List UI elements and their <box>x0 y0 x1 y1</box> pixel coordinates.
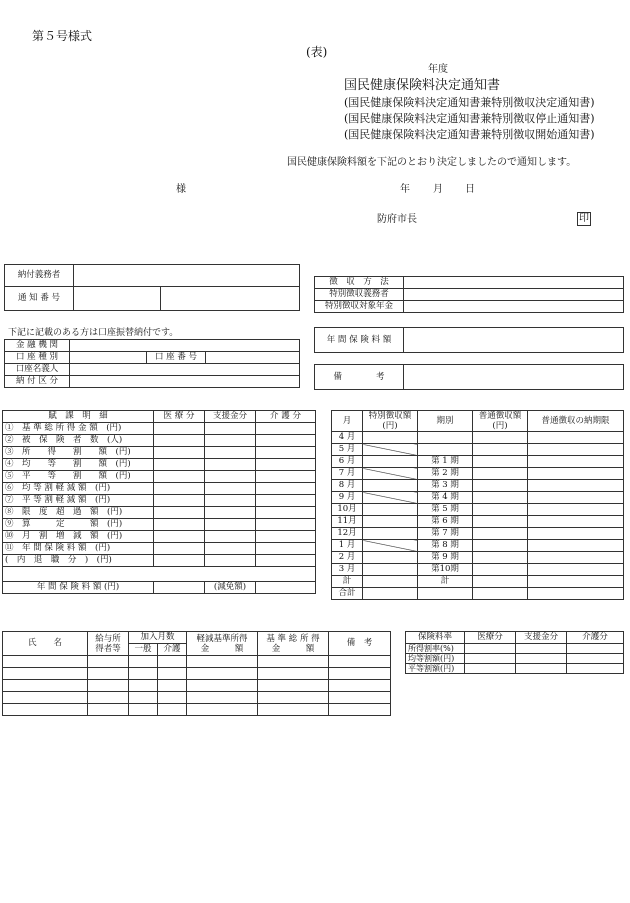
assessment-cell[interactable] <box>256 447 316 459</box>
schedule-row <box>332 564 624 576</box>
assessment-row-label: ⑪ 年 間 保 険 料 額 (円) <box>3 543 154 555</box>
assessment-row <box>3 507 316 519</box>
member-cell[interactable] <box>329 692 391 704</box>
assessment-cell[interactable] <box>205 531 256 543</box>
schedule-period <box>418 588 473 600</box>
assessment-row <box>3 555 316 567</box>
schedule-row <box>332 492 624 504</box>
subtitle-3: (国民健康保険料決定通知書兼特別徴収開始通知書) <box>344 128 595 141</box>
schedule-month: 9 月 <box>332 492 363 504</box>
member-cell[interactable] <box>88 668 129 680</box>
schedule-header-period: 期別 <box>418 411 473 432</box>
schedule-deadline[interactable] <box>528 432 624 444</box>
assessment-cell[interactable] <box>154 507 205 519</box>
remarks-label: 備 考 <box>315 365 404 390</box>
assessment-cell[interactable] <box>154 543 205 555</box>
member-cell[interactable] <box>187 704 258 716</box>
schedule-special-amount[interactable] <box>363 456 418 468</box>
schedule-normal-amount[interactable] <box>473 552 528 564</box>
members-header-care: 介護 <box>158 644 187 656</box>
assessment-row <box>3 519 316 531</box>
schedule-row <box>332 468 624 480</box>
assessment-row-label: ⑧ 限 度 超 過 額 (円) <box>3 507 154 519</box>
member-cell[interactable] <box>187 692 258 704</box>
schedule-special-amount[interactable] <box>363 528 418 540</box>
member-row <box>3 704 391 716</box>
schedule-row <box>332 444 624 456</box>
special-obligor-label: 特別徴収義務者 <box>315 289 404 301</box>
schedule-month: 6 月 <box>332 456 363 468</box>
member-cell[interactable] <box>88 680 129 692</box>
member-cell[interactable] <box>88 692 129 704</box>
schedule-row <box>332 528 624 540</box>
mayor-title: 防府市長 <box>377 214 417 225</box>
collection-table <box>314 276 624 313</box>
schedule-normal-amount[interactable] <box>473 576 528 588</box>
rate-cell[interactable] <box>516 654 567 664</box>
assessment-header-label: 賦 課 明 細 <box>3 411 154 423</box>
member-cell[interactable] <box>187 680 258 692</box>
schedule-deadline[interactable] <box>528 528 624 540</box>
schedule-special-amount[interactable] <box>363 552 418 564</box>
account-number-value[interactable] <box>206 352 300 364</box>
assessment-row-label: ⑤ 平 等 割 額 (円) <box>3 471 154 483</box>
account-holder-label: 口座名義人 <box>5 364 70 376</box>
member-cell[interactable] <box>158 704 187 716</box>
schedule-special-amount[interactable] <box>363 444 418 456</box>
notice-text: 国民健康保険料額を下記のとおり決定しましたので通知します。 <box>287 157 577 168</box>
fiscal-year-label: 年度 <box>428 64 448 75</box>
member-cell[interactable] <box>258 668 329 680</box>
assessment-cell[interactable] <box>256 507 316 519</box>
schedule-period: 第 5 期 <box>418 504 473 516</box>
schedule-normal-amount[interactable] <box>473 516 528 528</box>
assessment-cell[interactable] <box>154 471 205 483</box>
assessment-cell[interactable] <box>205 507 256 519</box>
remarks-value[interactable] <box>404 365 624 390</box>
assessment-cell[interactable] <box>205 483 256 495</box>
member-cell[interactable] <box>329 704 391 716</box>
assessment-cell[interactable] <box>256 459 316 471</box>
schedule-special-amount[interactable] <box>363 504 418 516</box>
schedule-row <box>332 516 624 528</box>
member-cell[interactable] <box>129 692 158 704</box>
schedule-normal-amount[interactable] <box>473 588 528 600</box>
schedule-month: 1 月 <box>332 540 363 552</box>
assessment-cell[interactable] <box>205 555 256 567</box>
schedule-row <box>332 504 624 516</box>
subtitle-1: (国民健康保険料決定通知書兼特別徴収決定通知書) <box>344 96 595 109</box>
collection-method-label: 徴 収 方 法 <box>315 277 404 289</box>
schedule-deadline[interactable] <box>528 456 624 468</box>
payment-type-value[interactable] <box>70 376 300 388</box>
assessment-row-label: ⑥ 均 等 割 軽 減 額 (円) <box>3 483 154 495</box>
schedule-period: 第 3 期 <box>418 480 473 492</box>
members-header-general: 一般 <box>129 644 158 656</box>
member-cell[interactable] <box>187 656 258 668</box>
subtitle-2: (国民健康保険料決定通知書兼特別徴収停止通知書) <box>344 112 595 125</box>
schedule-table <box>331 410 624 600</box>
schedule-period: 第 1 期 <box>418 456 473 468</box>
collection-method-value[interactable] <box>404 277 624 289</box>
schedule-month: 4 月 <box>332 432 363 444</box>
assessment-cell[interactable] <box>256 555 316 567</box>
schedule-header-deadline: 普通徴収の納期限 <box>528 411 624 432</box>
rate-cell[interactable] <box>567 644 624 654</box>
schedule-row <box>332 588 624 600</box>
schedule-month: 合計 <box>332 588 363 600</box>
assessment-cell[interactable] <box>256 483 316 495</box>
members-table <box>2 631 391 716</box>
schedule-normal-amount[interactable] <box>473 492 528 504</box>
member-cell[interactable] <box>258 692 329 704</box>
rates-header-rate: 保険料率 <box>406 632 465 644</box>
annual-amount-value[interactable] <box>404 328 624 353</box>
assessment-cell[interactable] <box>205 543 256 555</box>
rate-row-income: 所得割率(%) <box>406 644 465 654</box>
account-type-label: 口 座 種 別 <box>5 352 70 364</box>
schedule-special-amount[interactable] <box>363 432 418 444</box>
assessment-cell[interactable] <box>205 447 256 459</box>
form-number: 第５号様式 <box>32 29 93 43</box>
member-cell[interactable] <box>158 668 187 680</box>
date-year: 年 <box>400 184 410 195</box>
schedule-month: 8 月 <box>332 480 363 492</box>
assessment-cell[interactable] <box>205 495 256 507</box>
assessment-cell[interactable] <box>205 459 256 471</box>
schedule-row <box>332 432 624 444</box>
annual-amount-table <box>314 327 624 353</box>
schedule-normal-amount[interactable] <box>473 480 528 492</box>
assessment-cell[interactable] <box>205 423 256 435</box>
assessment-header-medical: 医 療 分 <box>154 411 205 423</box>
institution-label: 金 融 機 関 <box>5 340 70 352</box>
members-header-salary: 給与所 得者等 <box>88 632 129 656</box>
assessment-annual-label: 年 間 保 険 料 額 (円) <box>3 582 154 594</box>
schedule-normal-amount[interactable] <box>473 528 528 540</box>
schedule-row <box>332 480 624 492</box>
members-header-name: 氏 名 <box>3 632 88 656</box>
rates-header-medical: 医療分 <box>465 632 516 644</box>
members-header-remarks: 備 考 <box>329 632 391 656</box>
assessment-row-label: ③ 所 得 割 額 (円) <box>3 447 154 459</box>
assessment-row-label: ( 内 退 職 分 ) (円) <box>3 555 154 567</box>
schedule-normal-amount[interactable] <box>473 444 528 456</box>
members-header-months: 加入月数 <box>129 632 187 644</box>
assessment-row <box>3 423 316 435</box>
member-cell[interactable] <box>3 704 88 716</box>
schedule-deadline[interactable] <box>528 564 624 576</box>
assessment-cell[interactable] <box>154 459 205 471</box>
schedule-header-normal: 普通徴収額 (円) <box>473 411 528 432</box>
member-cell[interactable] <box>129 656 158 668</box>
assessment-row-label: ① 基 準 総 所 得 金 額 (円) <box>3 423 154 435</box>
schedule-special-amount[interactable] <box>363 576 418 588</box>
assessment-row <box>3 435 316 447</box>
schedule-period: 第10期 <box>418 564 473 576</box>
assessment-header-support: 支援金分 <box>205 411 256 423</box>
member-row <box>3 680 391 692</box>
schedule-normal-amount[interactable] <box>473 564 528 576</box>
member-cell[interactable] <box>329 656 391 668</box>
assessment-cell[interactable] <box>154 519 205 531</box>
assessment-cell[interactable] <box>256 519 316 531</box>
schedule-deadline[interactable] <box>528 480 624 492</box>
assessment-row <box>3 483 316 495</box>
member-cell[interactable] <box>258 680 329 692</box>
account-holder-value[interactable] <box>70 364 300 376</box>
payment-type-label: 納 付 区 分 <box>5 376 70 388</box>
assessment-row-label: ② 被 保 険 者 数 (人) <box>3 435 154 447</box>
schedule-normal-amount[interactable] <box>473 456 528 468</box>
schedule-deadline[interactable] <box>528 576 624 588</box>
schedule-normal-amount[interactable] <box>473 432 528 444</box>
member-cell[interactable] <box>158 656 187 668</box>
special-pension-value[interactable] <box>404 301 624 313</box>
schedule-special-amount[interactable] <box>363 564 418 576</box>
member-cell[interactable] <box>129 668 158 680</box>
assessment-row <box>3 447 316 459</box>
recipient-sama: 様 <box>176 184 186 195</box>
assessment-cell[interactable] <box>154 423 205 435</box>
schedule-deadline[interactable] <box>528 516 624 528</box>
date-month: 月 <box>433 184 443 195</box>
member-cell[interactable] <box>258 656 329 668</box>
member-row <box>3 668 391 680</box>
schedule-header-special: 特別徴収額 (円) <box>363 411 418 432</box>
notice-no-value-2[interactable] <box>161 287 300 311</box>
special-obligor-value[interactable] <box>404 289 624 301</box>
notice-no-label: 通 知 番 号 <box>5 287 74 311</box>
exemption-value[interactable] <box>256 582 316 594</box>
remarks-table <box>314 364 624 390</box>
schedule-month: 12月 <box>332 528 363 540</box>
assessment-row <box>3 495 316 507</box>
assessment-cell[interactable] <box>256 495 316 507</box>
schedule-special-amount[interactable] <box>363 480 418 492</box>
assessment-cell[interactable] <box>205 471 256 483</box>
rate-cell[interactable] <box>567 654 624 664</box>
schedule-deadline[interactable] <box>528 540 624 552</box>
document-title: 国民健康保険料決定通知書 <box>344 78 501 93</box>
assessment-row <box>3 459 316 471</box>
bank-table <box>4 339 300 388</box>
assessment-row-label: ⑦ 平 等 割 軽 減 額 (円) <box>3 495 154 507</box>
schedule-deadline[interactable] <box>528 468 624 480</box>
assessment-row <box>3 531 316 543</box>
schedule-period: 第 4 期 <box>418 492 473 504</box>
assessment-cell[interactable] <box>256 471 316 483</box>
special-pension-label: 特別徴収対象年金 <box>315 301 404 313</box>
obligor-value[interactable] <box>74 265 300 287</box>
assessment-row-label: ⑨ 算 定 額 (円) <box>3 519 154 531</box>
schedule-special-amount[interactable] <box>363 468 418 480</box>
assessment-cell[interactable] <box>205 435 256 447</box>
rate-cell[interactable] <box>567 664 624 674</box>
rates-header-care: 介護分 <box>567 632 624 644</box>
account-type-value[interactable] <box>70 352 147 364</box>
member-cell[interactable] <box>129 680 158 692</box>
account-number-label: 口 座 番 号 <box>147 352 206 364</box>
member-cell[interactable] <box>258 704 329 716</box>
assessment-row <box>3 471 316 483</box>
assessment-cell[interactable] <box>154 447 205 459</box>
schedule-period: 第 9 期 <box>418 552 473 564</box>
schedule-period: 第 6 期 <box>418 516 473 528</box>
member-cell[interactable] <box>129 704 158 716</box>
schedule-special-amount[interactable] <box>363 492 418 504</box>
schedule-period <box>418 432 473 444</box>
assessment-cell[interactable] <box>154 495 205 507</box>
member-cell[interactable] <box>3 668 88 680</box>
assessment-header-care: 介 護 分 <box>256 411 316 423</box>
exemption-label: (減免額) <box>205 582 256 594</box>
schedule-row <box>332 576 624 588</box>
institution-value[interactable] <box>70 340 300 352</box>
assessment-cell[interactable] <box>154 435 205 447</box>
assessment-cell[interactable] <box>154 483 205 495</box>
rates-table <box>405 631 624 674</box>
member-cell[interactable] <box>88 704 129 716</box>
schedule-month: 3 月 <box>332 564 363 576</box>
schedule-month: 計 <box>332 576 363 588</box>
member-cell[interactable] <box>88 656 129 668</box>
schedule-month: 11月 <box>332 516 363 528</box>
schedule-special-amount[interactable] <box>363 516 418 528</box>
assessment-cell[interactable] <box>205 519 256 531</box>
assessment-row-label: ④ 均 等 割 額 (円) <box>3 459 154 471</box>
schedule-period: 第 2 期 <box>418 468 473 480</box>
assessment-cell[interactable] <box>256 423 316 435</box>
rate-cell[interactable] <box>465 664 516 674</box>
side-label: (表) <box>306 45 328 59</box>
rate-cell[interactable] <box>516 644 567 654</box>
bank-note: 下記に記載のある方は口座振替納付です。 <box>8 328 179 338</box>
schedule-header-month: 月 <box>332 411 363 432</box>
schedule-month: 10月 <box>332 504 363 516</box>
assessment-cell[interactable] <box>256 543 316 555</box>
schedule-month: 7 月 <box>332 468 363 480</box>
notice-no-value-1[interactable] <box>74 287 161 311</box>
schedule-row <box>332 456 624 468</box>
annual-amount-label: 年 間 保 険 料 額 <box>315 328 404 353</box>
schedule-row <box>332 540 624 552</box>
schedule-period <box>418 444 473 456</box>
members-header-reduction: 軽減基準所得 金 額 <box>187 632 258 656</box>
schedule-deadline[interactable] <box>528 552 624 564</box>
member-cell[interactable] <box>329 680 391 692</box>
members-header-basis: 基 準 総 所 得 金 額 <box>258 632 329 656</box>
assessment-cell[interactable] <box>154 531 205 543</box>
rate-cell[interactable] <box>516 664 567 674</box>
member-cell[interactable] <box>3 692 88 704</box>
schedule-period: 第 8 期 <box>418 540 473 552</box>
schedule-deadline[interactable] <box>528 492 624 504</box>
schedule-normal-amount[interactable] <box>473 540 528 552</box>
assessment-cell[interactable] <box>256 531 316 543</box>
schedule-month: 5 月 <box>332 444 363 456</box>
member-cell[interactable] <box>329 668 391 680</box>
rate-cell[interactable] <box>465 644 516 654</box>
assessment-row <box>3 543 316 555</box>
member-cell[interactable] <box>3 680 88 692</box>
schedule-special-amount[interactable] <box>363 540 418 552</box>
schedule-special-amount[interactable] <box>363 588 418 600</box>
member-cell[interactable] <box>158 680 187 692</box>
schedule-deadline[interactable] <box>528 588 624 600</box>
schedule-normal-amount[interactable] <box>473 468 528 480</box>
assessment-blank-row <box>3 567 316 582</box>
member-cell[interactable] <box>187 668 258 680</box>
rate-cell[interactable] <box>465 654 516 664</box>
member-cell[interactable] <box>158 692 187 704</box>
rate-row-per-capita: 均等割額(円) <box>406 654 465 664</box>
assessment-row-label: ⑩ 月 割 増 減 額 (円) <box>3 531 154 543</box>
member-row <box>3 656 391 668</box>
obligor-label: 納付義務者 <box>5 265 74 287</box>
schedule-period: 第 7 期 <box>418 528 473 540</box>
schedule-normal-amount[interactable] <box>473 504 528 516</box>
assessment-cell[interactable] <box>154 555 205 567</box>
schedule-month: 2 月 <box>332 552 363 564</box>
schedule-deadline[interactable] <box>528 504 624 516</box>
payer-table <box>4 264 300 311</box>
rate-row-household: 平等割額(円) <box>406 664 465 674</box>
assessment-table <box>2 410 316 594</box>
schedule-row <box>332 552 624 564</box>
date-day: 日 <box>465 184 475 195</box>
seal-mark: 印 <box>579 213 589 224</box>
schedule-deadline[interactable] <box>528 444 624 456</box>
assessment-cell[interactable] <box>256 435 316 447</box>
member-row <box>3 692 391 704</box>
member-cell[interactable] <box>3 656 88 668</box>
schedule-period: 計 <box>418 576 473 588</box>
assessment-annual-value-1[interactable] <box>154 582 205 594</box>
rates-header-support: 支援金分 <box>516 632 567 644</box>
